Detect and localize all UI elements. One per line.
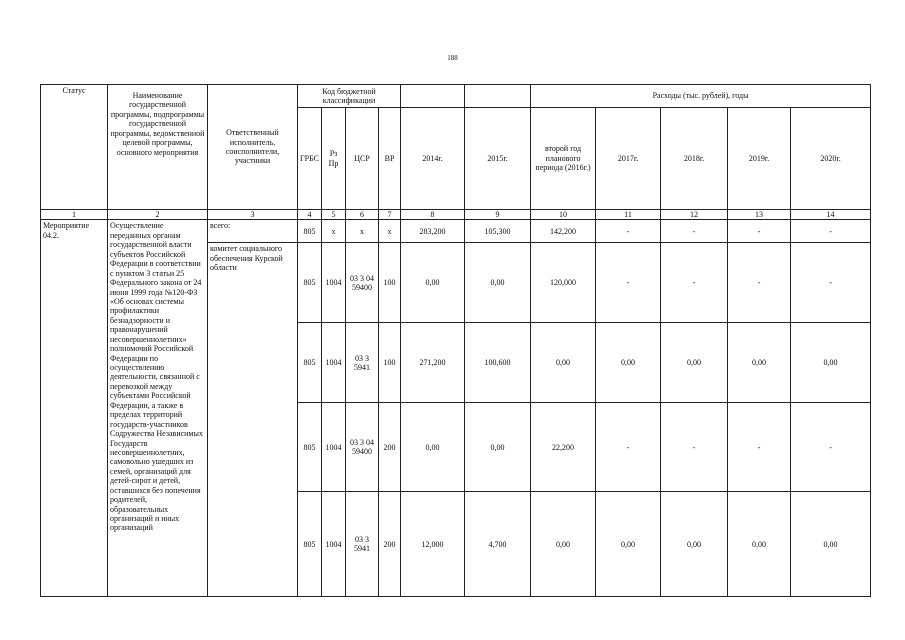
- cell-vr: х: [379, 220, 401, 243]
- cell-2019: 0,00: [728, 323, 791, 403]
- header-2020: 2020г.: [791, 108, 871, 210]
- cell-rzpr: 1004: [322, 403, 346, 492]
- header-2018: 2018г.: [661, 108, 728, 210]
- row-status: Мероприятие 04.2.: [41, 220, 108, 597]
- cell-rzpr: х: [322, 220, 346, 243]
- header-status: Статус: [41, 85, 108, 210]
- row-executor: комитет социального обеспечения Курской области: [208, 243, 298, 597]
- cell-2015: 0,00: [465, 243, 531, 323]
- col-index: 2: [108, 210, 208, 220]
- col-index: 6: [346, 210, 379, 220]
- header-grbs: ГРБС: [298, 108, 322, 210]
- header-blank-2015: [465, 85, 531, 108]
- cell-2017: 0,00: [596, 323, 661, 403]
- header-2019: 2019г.: [728, 108, 791, 210]
- cell-vr: 100: [379, 243, 401, 323]
- col-index: 4: [298, 210, 322, 220]
- cell-rzpr: 1004: [322, 492, 346, 597]
- cell-grbs: 805: [298, 492, 322, 597]
- cell-2016: 142,200: [531, 220, 596, 243]
- col-index: 9: [465, 210, 531, 220]
- col-index: 13: [728, 210, 791, 220]
- cell-2015: 0,00: [465, 403, 531, 492]
- cell-2019: -: [728, 403, 791, 492]
- cell-2020: 0,00: [791, 492, 871, 597]
- cell-csr: 03 3 5941: [346, 492, 379, 597]
- cell-2015: 105,300: [465, 220, 531, 243]
- cell-2014: 0,00: [401, 243, 465, 323]
- table-row-total: [41, 220, 871, 243]
- cell-2018: 0,00: [661, 323, 728, 403]
- cell-2017: -: [596, 243, 661, 323]
- col-index: 3: [208, 210, 298, 220]
- cell-csr: 03 3 04 59400: [346, 243, 379, 323]
- cell-vr: 100: [379, 323, 401, 403]
- col-index: 7: [379, 210, 401, 220]
- cell-2019: 0,00: [728, 492, 791, 597]
- header-vr: ВР: [379, 108, 401, 210]
- col-index: 11: [596, 210, 661, 220]
- col-index: 5: [322, 210, 346, 220]
- cell-vr: 200: [379, 492, 401, 597]
- cell-2014: 12,000: [401, 492, 465, 597]
- budget-table: [40, 84, 871, 597]
- cell-2016: 22,200: [531, 403, 596, 492]
- cell-2020: -: [791, 220, 871, 243]
- cell-2020: 0,00: [791, 323, 871, 403]
- cell-2014: 283,200: [401, 220, 465, 243]
- header-program-name: Наименование государственной программы, подпрограммы государственной программы, ведомственной целевой программы, основного мероприятия: [108, 85, 208, 210]
- cell-2017: -: [596, 220, 661, 243]
- cell-2020: -: [791, 403, 871, 492]
- cell-2017: -: [596, 403, 661, 492]
- col-index: 8: [401, 210, 465, 220]
- cell-vr: 200: [379, 403, 401, 492]
- row-description: Осуществление переданных органам государственной власти субъектов Российской Федерации в соответствии с пунктом 3 статьи 25 Федерального закона от 24 июня 1999 года №120-ФЗ «Об основах системы профилактики безнадзорности и правонарушений несовершеннолетних» полномочий Российской Федерации по осуществлению деятельности, связанной с перевозкой между субъектами Российской Федерации, а также в пределах территорий государств-участников Содружества Независимых Государств несовершеннолетних, самовольно ушедших из семей, организаций для детей-сирот и детей, оставшихся без попечения родителей, образовательных организаций и иных организаций: [108, 220, 208, 597]
- cell-grbs: 805: [298, 323, 322, 403]
- cell-2018: -: [661, 220, 728, 243]
- header-responsible: Ответственный исполнитель, соисполнители, участники: [208, 85, 298, 210]
- cell-2019: -: [728, 220, 791, 243]
- cell-2018: 0,00: [661, 492, 728, 597]
- col-index: 10: [531, 210, 596, 220]
- cell-2014: 271,200: [401, 323, 465, 403]
- col-index: 12: [661, 210, 728, 220]
- cell-2016: 0,00: [531, 492, 596, 597]
- cell-2017: 0,00: [596, 492, 661, 597]
- col-index: 1: [41, 210, 108, 220]
- cell-grbs: 805: [298, 243, 322, 323]
- cell-2015: 4,700: [465, 492, 531, 597]
- cell-csr: х: [346, 220, 379, 243]
- cell-2016: 120,000: [531, 243, 596, 323]
- cell-2018: -: [661, 243, 728, 323]
- cell-rzpr: 1004: [322, 323, 346, 403]
- cell-csr: 03 3 04 59400: [346, 403, 379, 492]
- cell-2015: 100,600: [465, 323, 531, 403]
- cell-grbs: 805: [298, 220, 322, 243]
- header-expenses: Расходы (тыс. рублей), годы: [531, 85, 871, 108]
- header-blank-2014: [401, 85, 465, 108]
- header-2015: 2015г.: [465, 108, 531, 210]
- cell-2018: -: [661, 403, 728, 492]
- header-budget-code: Код бюджетной классификации: [298, 85, 401, 108]
- header-2014: 2014г.: [401, 108, 465, 210]
- cell-csr: 03 3 5941: [346, 323, 379, 403]
- header-csr: ЦСР: [346, 108, 379, 210]
- cell-2016: 0,00: [531, 323, 596, 403]
- header-rzpr: Рз Пр: [322, 108, 346, 210]
- col-index: 14: [791, 210, 871, 220]
- page-number: 188: [447, 54, 458, 62]
- cell-2019: -: [728, 243, 791, 323]
- cell-2014: 0,00: [401, 403, 465, 492]
- cell-2020: -: [791, 243, 871, 323]
- cell-rzpr: 1004: [322, 243, 346, 323]
- row-total-label: всего:: [208, 220, 298, 243]
- header-2016: второй год планового периода (2016г.): [531, 108, 596, 210]
- cell-grbs: 805: [298, 403, 322, 492]
- header-2017: 2017г.: [596, 108, 661, 210]
